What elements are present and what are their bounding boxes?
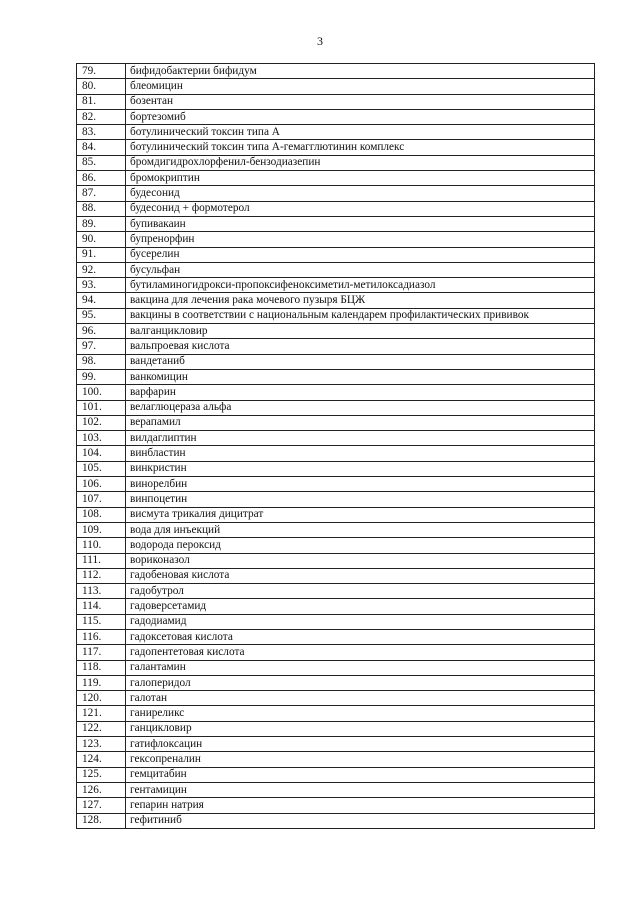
drug-name: гемцитабин — [126, 767, 595, 782]
drug-name: водорода пероксид — [126, 538, 595, 553]
table-row — [77, 94, 595, 109]
table-row — [77, 339, 595, 354]
table-row — [77, 354, 595, 369]
table-row — [77, 415, 595, 430]
drug-name: ботулинический токсин типа А-гемагглютинин комплекс — [126, 140, 595, 155]
table-body — [77, 64, 595, 829]
row-number: 89. — [77, 216, 126, 231]
table-row — [77, 798, 595, 813]
drug-name: вандетаниб — [126, 354, 595, 369]
page-number: 3 — [317, 34, 323, 48]
drug-name: ванкомицин — [126, 369, 595, 384]
drug-name: гадодиамид — [126, 614, 595, 629]
table-row — [77, 737, 595, 752]
row-number: 121. — [77, 706, 126, 721]
drug-name: ганцикловир — [126, 721, 595, 736]
drug-name: гадопентетовая кислота — [126, 645, 595, 660]
table-row — [77, 171, 595, 186]
table-row — [77, 584, 595, 599]
row-number: 99. — [77, 369, 126, 384]
row-number: 123. — [77, 737, 126, 752]
table-row — [77, 660, 595, 675]
row-number: 93. — [77, 278, 126, 293]
table-row — [77, 507, 595, 522]
row-number: 97. — [77, 339, 126, 354]
row-number: 83. — [77, 125, 126, 140]
row-number: 116. — [77, 629, 126, 644]
row-number: 84. — [77, 140, 126, 155]
drug-name: гепарин натрия — [126, 798, 595, 813]
drug-name: гадоверсетамид — [126, 599, 595, 614]
drug-name: верапамил — [126, 415, 595, 430]
table-row — [77, 155, 595, 170]
table-row — [77, 293, 595, 308]
drug-name: гефитиниб — [126, 813, 595, 828]
row-number: 113. — [77, 584, 126, 599]
drug-name: будесонид + формотерол — [126, 201, 595, 216]
drug-name: винкристин — [126, 461, 595, 476]
drug-name: гексопреналин — [126, 752, 595, 767]
drug-name: бромокриптин — [126, 171, 595, 186]
row-number: 96. — [77, 324, 126, 339]
drug-list-table — [76, 63, 595, 829]
drug-name: галотан — [126, 691, 595, 706]
row-number: 122. — [77, 721, 126, 736]
table-row — [77, 79, 595, 94]
drug-name: бусульфан — [126, 262, 595, 277]
drug-name: ганиреликс — [126, 706, 595, 721]
table-row — [77, 109, 595, 124]
row-number: 114. — [77, 599, 126, 614]
drug-name: блеомицин — [126, 79, 595, 94]
table-row — [77, 216, 595, 231]
drug-name: бозентан — [126, 94, 595, 109]
row-number: 105. — [77, 461, 126, 476]
row-number: 80. — [77, 79, 126, 94]
row-number: 107. — [77, 492, 126, 507]
table-row — [77, 522, 595, 537]
table-row — [77, 232, 595, 247]
drug-name: велаглюцераза альфа — [126, 400, 595, 415]
row-number: 90. — [77, 232, 126, 247]
row-number: 128. — [77, 813, 126, 828]
drug-name: бупивакаин — [126, 216, 595, 231]
row-number: 111. — [77, 553, 126, 568]
table-row — [77, 278, 595, 293]
drug-name: бупренорфин — [126, 232, 595, 247]
drug-name: вилдаглиптин — [126, 431, 595, 446]
drug-name: гадобутрол — [126, 584, 595, 599]
table-row — [77, 461, 595, 476]
drug-name: будесонид — [126, 186, 595, 201]
table-row — [77, 247, 595, 262]
row-number: 119. — [77, 675, 126, 690]
table-row — [77, 706, 595, 721]
drug-name: бифидобактерии бифидум — [126, 64, 595, 79]
row-number: 92. — [77, 262, 126, 277]
drug-name: гентамицин — [126, 782, 595, 797]
drug-name: бортезомиб — [126, 109, 595, 124]
table-row — [77, 262, 595, 277]
table-row — [77, 629, 595, 644]
row-number: 82. — [77, 109, 126, 124]
row-number: 87. — [77, 186, 126, 201]
row-number: 127. — [77, 798, 126, 813]
drug-name: галантамин — [126, 660, 595, 675]
table-row — [77, 767, 595, 782]
drug-name: гадобеновая кислота — [126, 568, 595, 583]
row-number: 100. — [77, 385, 126, 400]
row-number: 115. — [77, 614, 126, 629]
row-number: 126. — [77, 782, 126, 797]
row-number: 103. — [77, 431, 126, 446]
row-number: 102. — [77, 415, 126, 430]
drug-name: вакцины в соответствии с национальным календарем профилактических прививок — [126, 308, 595, 323]
table-row — [77, 691, 595, 706]
row-number: 101. — [77, 400, 126, 415]
table-row — [77, 782, 595, 797]
drug-name: варфарин — [126, 385, 595, 400]
drug-name: бутиламиногидрокси-пропоксифеноксиметил-метилоксадиазол — [126, 278, 595, 293]
row-number: 94. — [77, 293, 126, 308]
table-row — [77, 553, 595, 568]
table-row — [77, 599, 595, 614]
table-row — [77, 614, 595, 629]
table-row — [77, 721, 595, 736]
row-number: 112. — [77, 568, 126, 583]
drug-name: гатифлоксацин — [126, 737, 595, 752]
row-number: 81. — [77, 94, 126, 109]
table-row — [77, 324, 595, 339]
row-number: 86. — [77, 171, 126, 186]
table-row — [77, 645, 595, 660]
table-row — [77, 675, 595, 690]
row-number: 125. — [77, 767, 126, 782]
row-number: 91. — [77, 247, 126, 262]
row-number: 124. — [77, 752, 126, 767]
drug-name: вакцина для лечения рака мочевого пузыря БЦЖ — [126, 293, 595, 308]
row-number: 118. — [77, 660, 126, 675]
table-row — [77, 385, 595, 400]
table-row — [77, 201, 595, 216]
row-number: 110. — [77, 538, 126, 553]
drug-name: ботулинический токсин типа А — [126, 125, 595, 140]
drug-name: гадоксетовая кислота — [126, 629, 595, 644]
row-number: 106. — [77, 477, 126, 492]
drug-name: винпоцетин — [126, 492, 595, 507]
row-number: 79. — [77, 64, 126, 79]
table-row — [77, 568, 595, 583]
drug-name: бусерелин — [126, 247, 595, 262]
table-row — [77, 752, 595, 767]
row-number: 85. — [77, 155, 126, 170]
table-row — [77, 431, 595, 446]
table-row — [77, 400, 595, 415]
row-number: 98. — [77, 354, 126, 369]
drug-name: висмута трикалия дицитрат — [126, 507, 595, 522]
row-number: 108. — [77, 507, 126, 522]
row-number: 117. — [77, 645, 126, 660]
table-row — [77, 477, 595, 492]
table-row — [77, 813, 595, 828]
row-number: 95. — [77, 308, 126, 323]
row-number: 104. — [77, 446, 126, 461]
table-row — [77, 186, 595, 201]
drug-name: вориконазол — [126, 553, 595, 568]
drug-name: вода для инъекций — [126, 522, 595, 537]
drug-name: винорелбин — [126, 477, 595, 492]
table-row — [77, 64, 595, 79]
drug-name: валганцикловир — [126, 324, 595, 339]
table-row — [77, 492, 595, 507]
table-row — [77, 446, 595, 461]
drug-name: галоперидол — [126, 675, 595, 690]
drug-name: винбластин — [126, 446, 595, 461]
table-row — [77, 125, 595, 140]
row-number: 120. — [77, 691, 126, 706]
table-row — [77, 140, 595, 155]
row-number: 88. — [77, 201, 126, 216]
table-row — [77, 369, 595, 384]
drug-name: бромдигидрохлорфенил-бензодиазепин — [126, 155, 595, 170]
table-row — [77, 308, 595, 323]
drug-name: вальпроевая кислота — [126, 339, 595, 354]
table-row — [77, 538, 595, 553]
row-number: 109. — [77, 522, 126, 537]
